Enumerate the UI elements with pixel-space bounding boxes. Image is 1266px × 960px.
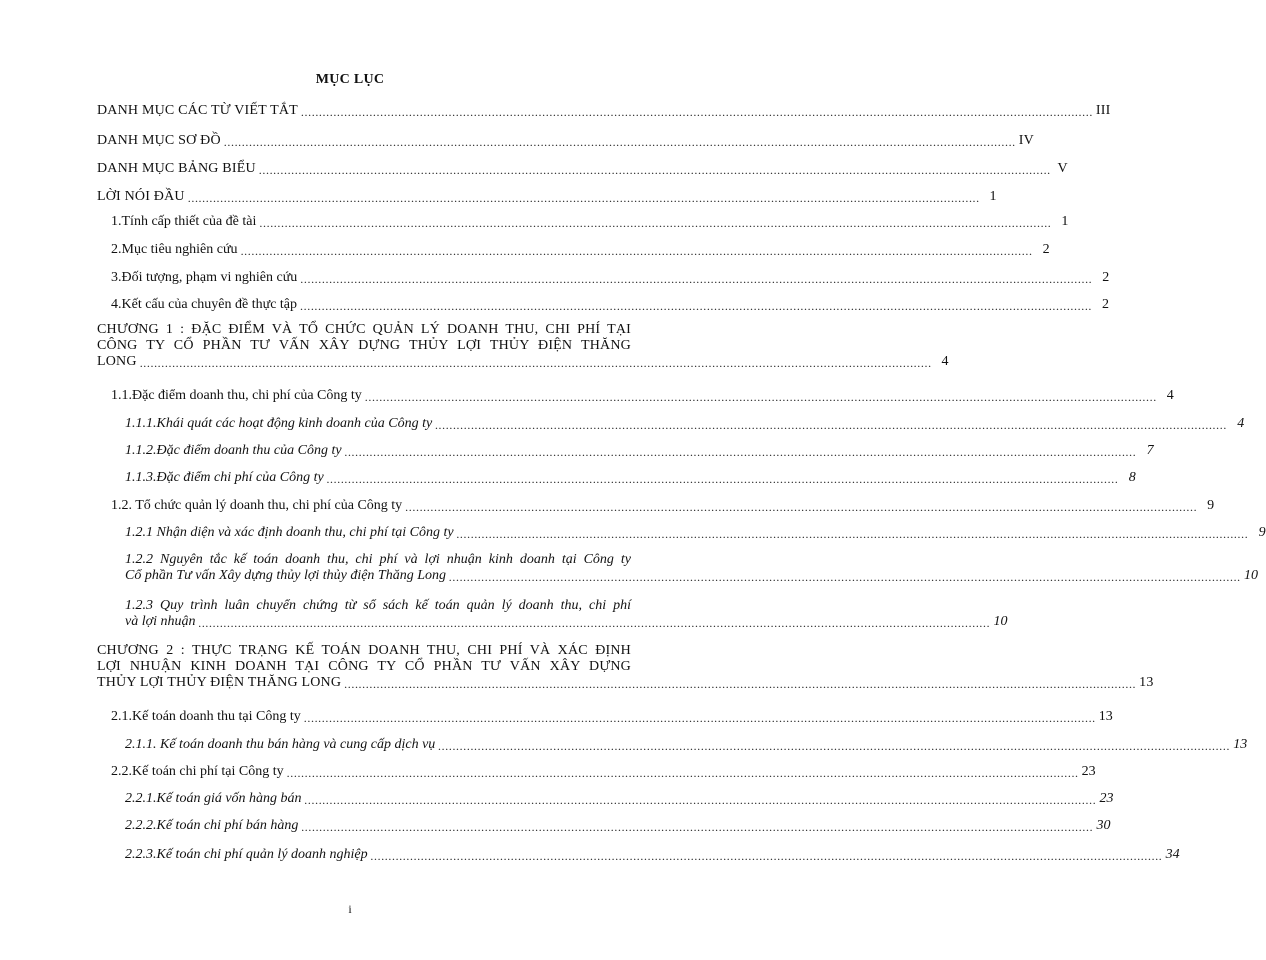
toc-entry[interactable] [125,416,1245,432]
toc-entry[interactable] [97,322,949,370]
toc-entry-row [97,189,997,205]
toc-page-number: 13 [1139,675,1154,690]
toc-entry-row [111,764,1096,780]
dot-leader: ............................................................................................................................................................................................................................ [344,445,1137,459]
toc-entry-row [97,103,1111,119]
dot-leader: ............................................................................................................................................................................................................................ [304,793,1097,807]
toc-entry[interactable] [125,737,1248,753]
dot-leader: ............................................................................................................................................................................................................................ [344,677,1137,691]
toc-page-number: 9 [1258,525,1266,540]
toc-page-number: 8 [1128,470,1136,485]
toc-entry-label: 1.1.Đặc điểm doanh thu, chi phí của Công ty [111,388,362,403]
toc-page-number: 4 [1237,416,1245,431]
toc-entry[interactable] [111,297,1110,313]
toc-entry-label: 1.2.1 Nhận diện và xác định doanh thu, chi phí tại Công ty [125,525,454,540]
dot-leader: ............................................................................................................................................................................................................................ [370,849,1163,863]
toc-entry[interactable] [97,643,1154,691]
toc-entry-row [125,791,1114,807]
dot-leader: ............................................................................................................................................................................................................................ [405,500,1198,514]
toc-entry-text-line: CÔNG TY CỔ PHẦN TƯ VẤN XÂY DỰNG THỦY LỢI THỦY ĐIỆN THĂNG [97,338,631,353]
toc-entry-row [111,242,1050,258]
toc-entry-label: 2.2.1.Kế toán giá vốn hàng bán [125,791,302,806]
toc-entry-label: 1.1.1.Khái quát các hoạt động kinh doanh của Công ty [125,416,433,431]
dot-leader: ............................................................................................................................................................................................................................ [187,191,980,205]
toc-entry-label: 2.1.Kế toán doanh thu tại Công ty [111,709,301,724]
toc-entry-row [125,737,1248,753]
toc-page-number: IV [1018,133,1034,148]
toc-page-number: 13 [1098,709,1113,724]
toc-entry-label: 2.Mục tiêu nghiên cứu [111,242,238,257]
toc-entry[interactable] [97,189,997,205]
dot-leader: ............................................................................................................................................................................................................................ [300,299,1093,313]
dot-leader: ............................................................................................................................................................................................................................ [300,272,1093,286]
toc-entry-text-line: CHƯƠNG 2 : THỰC TRẠNG KẾ TOÁN DOANH THU, CHI PHÍ VÀ XÁC ĐỊNH [97,643,631,658]
toc-entry-label: 1.1.3.Đặc điểm chi phí của Công ty [125,470,324,485]
toc-page-number: 2 [1102,297,1110,312]
toc-page-number: III [1095,103,1111,118]
toc-entry[interactable] [111,242,1050,258]
toc-entry-label: DANH MỤC CÁC TỪ VIẾT TẮT [97,103,298,118]
toc-entry-text-line: CHƯƠNG 1 : ĐẶC ĐIỂM VÀ TỔ CHỨC QUẢN LÝ DOANH THU, CHI PHÍ TẠI [97,322,631,337]
toc-entry[interactable] [125,818,1111,834]
dot-leader: ............................................................................................................................................................................................................................ [303,711,1096,725]
dot-leader: ............................................................................................................................................................................................................................ [286,766,1079,780]
toc-entry-text-line: 1.2.3 Quy trình luân chuyển chứng từ sổ sách kế toán quản lý doanh thu, chi phí [125,598,631,613]
toc-entry-row [111,270,1110,286]
toc-entry-label: THỦY LỢI THỦY ĐIỆN THĂNG LONG [97,675,342,690]
toc-entry-row [111,709,1113,725]
toc-entry[interactable] [125,847,1180,863]
toc-page-number: 30 [1096,818,1111,833]
toc-entry[interactable] [111,388,1174,404]
page-number-footer: i [348,902,352,916]
dot-leader: ............................................................................................................................................................................................................................ [259,216,1052,230]
toc-entry[interactable] [97,103,1111,119]
toc-entry-label: 2.2.3.Kế toán chi phí quản lý doanh nghiệp [125,847,368,862]
toc-entry[interactable] [111,214,1069,230]
toc-page-number: 4 [1166,388,1174,403]
toc-entry-label: LỜI NÓI ĐẦU [97,189,185,204]
toc-page-number: 34 [1165,847,1180,862]
toc-entry-row [111,214,1069,230]
toc-entry[interactable] [125,552,1259,584]
toc-entry-row [97,161,1068,177]
toc-entry-row [125,614,1008,630]
toc-entry[interactable] [111,270,1110,286]
toc-entry-label: Cổ phần Tư vấn Xây dựng thủy lợi thủy điện Thăng Long [125,568,447,583]
toc-page-number: V [1057,161,1068,176]
toc-entry[interactable] [125,791,1114,807]
toc-entry[interactable] [97,161,1068,177]
toc-page-number: 1 [989,189,997,204]
toc-entry-row [97,675,1154,691]
toc-entry-label: 2.2.2.Kế toán chi phí bán hàng [125,818,299,833]
dot-leader: ............................................................................................................................................................................................................................ [456,527,1249,541]
toc-entry[interactable] [125,443,1154,459]
dot-leader: ............................................................................................................................................................................................................................ [223,135,1016,149]
toc-entry-label: DANH MỤC SƠ ĐỒ [97,133,221,148]
toc-page-number: 10 [1244,568,1259,583]
toc-entry-text-line: LỢI NHUẬN KINH DOANH TẠI CÔNG TY CỔ PHẦN TƯ VẤN XÂY DỰNG [97,659,631,674]
toc-entry-row [125,525,1266,541]
toc-page-number: 7 [1146,443,1154,458]
toc-entry-label: DANH MỤC BẢNG BIỂU [97,161,256,176]
toc-page-number: 13 [1233,737,1248,752]
toc-page-number: 1 [1061,214,1069,229]
toc-page-number: 9 [1207,498,1215,513]
toc-entry-row [125,568,1259,584]
toc-page-number: 23 [1099,791,1114,806]
dot-leader: ............................................................................................................................................................................................................................ [435,418,1228,432]
dot-leader: ............................................................................................................................................................................................................................ [326,472,1119,486]
dot-leader: ............................................................................................................................................................................................................................ [198,616,991,630]
toc-entry-row [125,847,1180,863]
toc-entry-text-line: 1.2.2 Nguyên tắc kế toán doanh thu, chi phí và lợi nhuận kinh doanh tại Công ty [125,552,631,567]
toc-entry-label: 3.Đối tượng, phạm vi nghiên cứu [111,270,298,285]
toc-entry[interactable] [125,525,1266,541]
toc-entry-label: và lợi nhuận [125,614,196,629]
toc-entry[interactable] [111,709,1113,725]
toc-page-number: 23 [1081,764,1096,779]
toc-entry[interactable] [111,764,1096,780]
toc-entry-label: 1.2. Tổ chức quản lý doanh thu, chi phí của Công ty [111,498,403,513]
toc-page-number: 2 [1102,270,1110,285]
toc-entry[interactable] [111,498,1215,514]
toc-page-number: 4 [941,354,949,369]
toc-entry-label: 4.Kết cấu của chuyên đề thực tập [111,297,298,312]
toc-entry-row [125,443,1154,459]
toc-entry-row [125,818,1111,834]
dot-leader: ............................................................................................................................................................................................................................ [301,820,1094,834]
toc-entry-row [125,416,1245,432]
dot-leader: ............................................................................................................................................................................................................................ [449,570,1242,584]
toc-entry-label: 1.Tính cấp thiết của đề tài [111,214,257,229]
toc-entry[interactable] [125,470,1136,486]
toc-entry[interactable] [125,598,1008,630]
dot-leader: ............................................................................................................................................................................................................................ [258,163,1051,177]
toc-entry-row [97,354,949,370]
toc-entry-label: LONG [97,354,137,369]
toc-entry-label: 1.1.2.Đặc điểm doanh thu của Công ty [125,443,342,458]
dot-leader: ............................................................................................................................................................................................................................ [240,244,1033,258]
toc-entry-row [111,498,1215,514]
toc-page-number: 10 [993,614,1008,629]
toc-entry-row [111,297,1110,313]
dot-leader: ............................................................................................................................................................................................................................ [364,390,1157,404]
toc-entry[interactable] [97,133,1034,149]
page-title: MỤC LỤC [315,72,385,87]
dot-leader: ............................................................................................................................................................................................................................ [438,739,1231,753]
toc-entry-row [97,133,1034,149]
toc-entry-row [111,388,1174,404]
dot-leader: ............................................................................................................................................................................................................................ [139,356,932,370]
dot-leader: ............................................................................................................................................................................................................................ [300,105,1093,119]
toc-page-number: 2 [1042,242,1050,257]
toc-entry-row [125,470,1136,486]
toc-entry-label: 2.2.Kế toán chi phí tại Công ty [111,764,284,779]
toc-entry-label: 2.1.1. Kế toán doanh thu bán hàng và cung cấp dịch vụ [125,737,436,752]
